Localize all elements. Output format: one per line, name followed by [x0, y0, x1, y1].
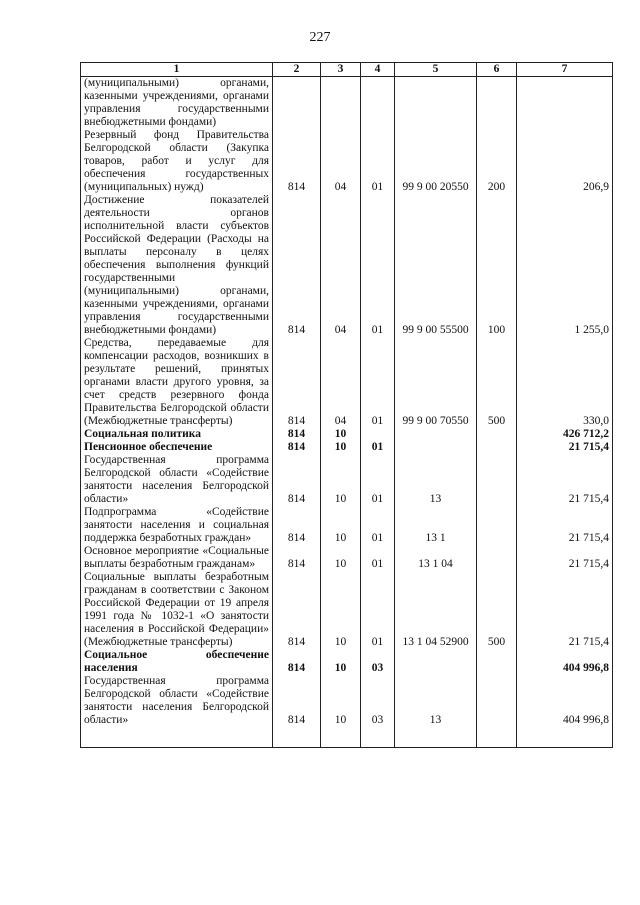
spacer-cell — [517, 727, 613, 748]
header-col-2: 2 — [273, 63, 321, 77]
row-subsection-code — [361, 428, 395, 441]
row-ministry-code: 814 — [273, 454, 321, 506]
row-section-code: 10 — [321, 649, 361, 675]
row-subsection-code: 01 — [361, 441, 395, 454]
row-amount: 21 715,4 — [517, 441, 613, 454]
row-amount: 404 996,8 — [517, 675, 613, 727]
row-subsection-code — [361, 77, 395, 130]
row-subsection-code: 01 — [361, 194, 395, 337]
row-expense-type: 100 — [477, 194, 517, 337]
row-name: Резервный фонд Правительства Белгородской области (Закупка товаров, работ и услуг для обеспечения государственных (муниципальных) нужд) — [81, 129, 273, 194]
row-ministry-code: 814 — [273, 545, 321, 571]
row-section-code: 04 — [321, 129, 361, 194]
table-row — [81, 506, 613, 545]
spacer-cell — [321, 727, 361, 748]
row-section-code: 10 — [321, 441, 361, 454]
row-subsection-code: 03 — [361, 649, 395, 675]
row-ministry-code: 814 — [273, 649, 321, 675]
spacer-cell — [361, 727, 395, 748]
row-target-article — [395, 428, 477, 441]
row-ministry-code: 814 — [273, 337, 321, 428]
row-target-article: 99 9 00 70550 — [395, 337, 477, 428]
row-amount: 21 715,4 — [517, 454, 613, 506]
header-col-5: 5 — [395, 63, 477, 77]
table-row — [81, 649, 613, 675]
row-name: Достижение показателей деятельности органов исполнительной власти субъектов Российской Федерации (Расходы на выплаты персоналу в целях обеспечения выполнения функций государственными (муниципальными) органами, казенными учреждениями, органами управления государственными внебюджетными фондами) — [81, 194, 273, 337]
row-section-code: 10 — [321, 545, 361, 571]
row-ministry-code: 814 — [273, 428, 321, 441]
row-target-article: 99 9 00 20550 — [395, 129, 477, 194]
row-section-code: 10 — [321, 571, 361, 649]
row-amount: 21 715,4 — [517, 506, 613, 545]
row-section-code: 10 — [321, 506, 361, 545]
row-name: Государственная программа Белгородской области «Содействие занятости населения Белгородской области» — [81, 675, 273, 727]
header-col-3: 3 — [321, 63, 361, 77]
row-name: Средства, передаваемые для компенсации расходов, возникших в результате решений, принятых органами власти другого уровня, за счет средств резервного фонда Правительства Белгородской области (Межбюджетные трансферты) — [81, 337, 273, 428]
row-name: Государственная программа Белгородской области «Содействие занятости населения Белгородской области» — [81, 454, 273, 506]
row-target-article: 13 — [395, 675, 477, 727]
table-row — [81, 337, 613, 428]
header-col-7: 7 — [517, 63, 613, 77]
row-subsection-code: 01 — [361, 571, 395, 649]
table-row — [81, 428, 613, 441]
row-target-article — [395, 77, 477, 130]
row-amount: 330,0 — [517, 337, 613, 428]
row-name: Социальная политика — [81, 428, 273, 441]
row-subsection-code: 01 — [361, 454, 395, 506]
row-target-article: 99 9 00 55500 — [395, 194, 477, 337]
row-ministry-code: 814 — [273, 129, 321, 194]
spacer-cell — [81, 727, 273, 748]
row-name: Пенсионное обеспечение — [81, 441, 273, 454]
page-number: 227 — [309, 30, 331, 45]
row-expense-type: 500 — [477, 571, 517, 649]
row-name: Подпрограмма «Содействие занятости населения и социальная поддержка безработных граждан» — [81, 506, 273, 545]
row-expense-type — [477, 506, 517, 545]
row-target-article — [395, 441, 477, 454]
row-amount: 1 255,0 — [517, 194, 613, 337]
row-subsection-code: 03 — [361, 675, 395, 727]
spacer-cell — [395, 727, 477, 748]
row-expense-type: 500 — [477, 337, 517, 428]
table-row — [81, 545, 613, 571]
row-expense-type — [477, 454, 517, 506]
row-subsection-code: 01 — [361, 506, 395, 545]
row-amount: 21 715,4 — [517, 571, 613, 649]
spacer-cell — [273, 727, 321, 748]
budget-table — [80, 62, 613, 748]
header-col-1: 1 — [81, 63, 273, 77]
row-name: Основное мероприятие «Социальные выплаты безработным гражданам» — [81, 545, 273, 571]
row-subsection-code: 01 — [361, 545, 395, 571]
row-amount: 404 996,8 — [517, 649, 613, 675]
row-ministry-code: 814 — [273, 506, 321, 545]
row-expense-type — [477, 545, 517, 571]
row-section-code: 04 — [321, 194, 361, 337]
row-section-code: 04 — [321, 337, 361, 428]
header-row — [81, 63, 613, 77]
row-amount: 206,9 — [517, 129, 613, 194]
row-ministry-code — [273, 77, 321, 130]
row-amount: 426 712,2 — [517, 428, 613, 441]
table-row — [81, 441, 613, 454]
table-row — [81, 129, 613, 194]
row-ministry-code: 814 — [273, 675, 321, 727]
row-target-article — [395, 649, 477, 675]
row-name: Социальные выплаты безработным гражданам в соответствии с Законом Российской Федерации от 19 апреля 1991 года № 1032-1 «О занятости населения в Российской Федерации» (Межбюджетные трансферты) — [81, 571, 273, 649]
row-section-code: 10 — [321, 454, 361, 506]
row-name: (муниципальными) органами, казенными учреждениями, органами управления государственными внебюджетными фондами) — [81, 77, 273, 130]
row-subsection-code: 01 — [361, 129, 395, 194]
row-target-article: 13 1 04 52900 — [395, 571, 477, 649]
row-expense-type — [477, 428, 517, 441]
table-body — [81, 77, 613, 748]
row-section-code — [321, 77, 361, 130]
row-target-article: 13 — [395, 454, 477, 506]
spacer-cell — [477, 727, 517, 748]
row-subsection-code: 01 — [361, 337, 395, 428]
row-amount — [517, 77, 613, 130]
row-section-code: 10 — [321, 675, 361, 727]
table-row — [81, 571, 613, 649]
row-ministry-code: 814 — [273, 441, 321, 454]
table-row — [81, 194, 613, 337]
row-expense-type — [477, 675, 517, 727]
row-expense-type — [477, 649, 517, 675]
table-row — [81, 675, 613, 727]
row-ministry-code: 814 — [273, 194, 321, 337]
table-row — [81, 77, 613, 130]
row-expense-type — [477, 441, 517, 454]
row-expense-type — [477, 77, 517, 130]
row-ministry-code: 814 — [273, 571, 321, 649]
row-expense-type: 200 — [477, 129, 517, 194]
header-col-6: 6 — [477, 63, 517, 77]
header-col-4: 4 — [361, 63, 395, 77]
row-target-article: 13 1 — [395, 506, 477, 545]
table-row — [81, 454, 613, 506]
table-spacer-row — [81, 727, 613, 748]
row-amount: 21 715,4 — [517, 545, 613, 571]
row-section-code: 10 — [321, 428, 361, 441]
row-name: Социальное обеспечение населения — [81, 649, 273, 675]
row-target-article: 13 1 04 — [395, 545, 477, 571]
